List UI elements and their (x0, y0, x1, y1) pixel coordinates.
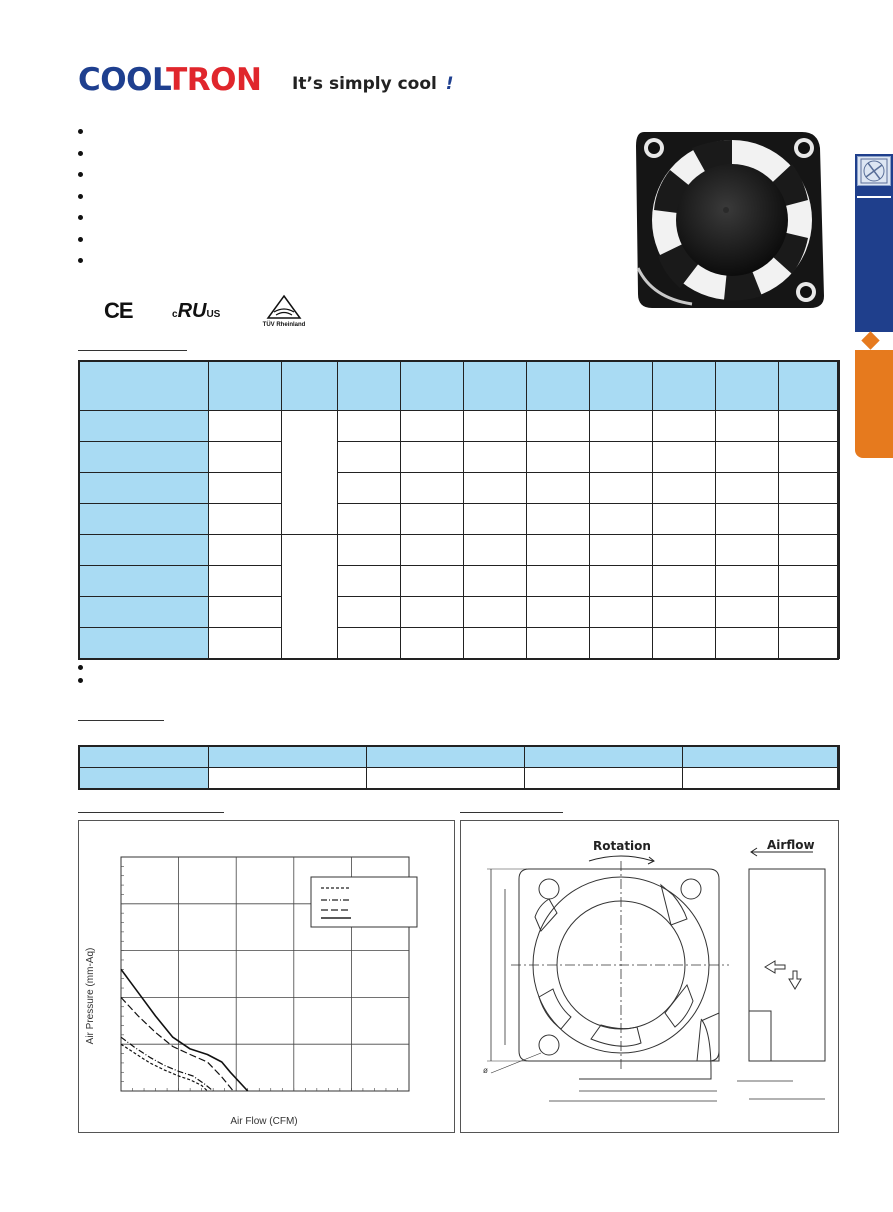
options-section-underline (78, 720, 164, 721)
slogan (292, 74, 454, 94)
spec-cell (527, 411, 590, 442)
spec-cell (779, 473, 840, 504)
spec-row (79, 411, 840, 442)
spec-cell (779, 504, 840, 535)
ce-text: CE (104, 298, 133, 323)
spec-cell (527, 628, 590, 659)
spec-header-cell (779, 361, 840, 411)
spec-cell (779, 442, 840, 473)
spec-merged-cell (282, 411, 338, 535)
spec-row (79, 566, 840, 597)
options-header-cell (367, 746, 525, 768)
spec-cell (590, 473, 653, 504)
options-cell (367, 768, 525, 790)
spec-model-cell (79, 597, 209, 628)
tuv-text: TÜV Rheinland (262, 322, 306, 328)
spec-header-cell (464, 361, 527, 411)
spec-cell (401, 535, 464, 566)
spec-model-cell (79, 473, 209, 504)
slogan-text: It’s simply cool (292, 74, 437, 94)
spec-cell (338, 597, 401, 628)
spec-cell (338, 535, 401, 566)
spec-cell (464, 442, 527, 473)
spec-cell (401, 473, 464, 504)
fan-photo (632, 128, 826, 310)
spec-model-cell (79, 411, 209, 442)
spec-cell (464, 597, 527, 628)
spec-cell (590, 442, 653, 473)
options-cell (209, 768, 367, 790)
airflow-label: Airflow (767, 838, 815, 852)
brand-logo (78, 64, 261, 96)
dimension-drawing-panel (460, 820, 839, 1133)
spec-cell (401, 442, 464, 473)
options-header-cell (209, 746, 367, 768)
spec-model-cell (79, 566, 209, 597)
spec-cell (338, 566, 401, 597)
logo-text-blue: COOL (78, 62, 167, 98)
rotation-arrow-icon (589, 856, 653, 861)
spec-model-cell (79, 442, 209, 473)
chart-section-underline (78, 812, 224, 813)
spec-row (79, 442, 840, 473)
chart-series-solid (121, 969, 248, 1091)
logo-text-red: TRON (166, 62, 262, 98)
chart-legend (311, 877, 417, 927)
spec-cell (209, 442, 282, 473)
fan-side-view (749, 869, 825, 1061)
spec-cell (653, 566, 716, 597)
spec-cell (401, 411, 464, 442)
spec-cell (779, 411, 840, 442)
spec-cell (716, 535, 779, 566)
spec-header-cell (79, 361, 209, 411)
spec-cell (209, 473, 282, 504)
chart-series-dash-dot (121, 1037, 213, 1091)
spec-cell (464, 535, 527, 566)
spec-header-row (79, 361, 840, 411)
spec-header-cell (209, 361, 282, 411)
spec-cell (716, 597, 779, 628)
slogan-mark: ! (445, 74, 454, 94)
spec-cell (209, 628, 282, 659)
spec-header-cell (401, 361, 464, 411)
chart-ylabel: Air Pressure (mm-Aq) (85, 947, 96, 1045)
spec-cell (653, 535, 716, 566)
ul-mark: RU (177, 300, 207, 322)
spec-row (79, 535, 840, 566)
diameter-symbol: ø (483, 1066, 488, 1075)
spec-cell (590, 628, 653, 659)
rotation-label: Rotation (593, 839, 651, 853)
ul-us: US (206, 309, 221, 320)
spec-cell (209, 504, 282, 535)
spec-cell (653, 597, 716, 628)
chart-curves (121, 969, 248, 1091)
options-row (79, 768, 840, 790)
spec-cell (779, 597, 840, 628)
dimension-drawing (461, 821, 840, 1134)
spec-cell (527, 597, 590, 628)
spec-cell (527, 473, 590, 504)
spec-header-cell (716, 361, 779, 411)
spec-cell (716, 566, 779, 597)
spec-cell (716, 442, 779, 473)
drawing-section-underline (460, 812, 563, 813)
spec-cell (338, 473, 401, 504)
spec-cell (779, 566, 840, 597)
spec-cell (716, 628, 779, 659)
performance-chart (79, 821, 456, 1134)
chart-series-dashed (121, 1044, 207, 1091)
spec-cell (527, 566, 590, 597)
spec-cell (464, 504, 527, 535)
spec-cell (779, 535, 840, 566)
spec-header-cell (590, 361, 653, 411)
options-header-row (79, 746, 840, 768)
spec-header-cell (527, 361, 590, 411)
diameter-leader (491, 1053, 541, 1073)
spec-cell (401, 628, 464, 659)
spec-cell (338, 411, 401, 442)
spec-cell (527, 535, 590, 566)
spec-cell (653, 411, 716, 442)
spec-cell (464, 473, 527, 504)
spec-cell (401, 504, 464, 535)
spec-cell (716, 504, 779, 535)
options-cell (683, 768, 840, 790)
ul-mark-icon (172, 300, 220, 323)
spec-cell (590, 566, 653, 597)
spec-cell (653, 442, 716, 473)
spec-table (78, 360, 840, 659)
side-diamond-marker (861, 331, 879, 349)
spec-cell (590, 411, 653, 442)
spec-model-cell (79, 535, 209, 566)
spec-section-underline (78, 350, 187, 351)
side-tab-orange (855, 350, 893, 458)
spec-cell (401, 597, 464, 628)
ce-mark-icon (104, 298, 133, 324)
spec-cell (338, 442, 401, 473)
spec-cell (653, 628, 716, 659)
spec-cell (590, 535, 653, 566)
spec-cell (209, 597, 282, 628)
spec-header-cell (282, 361, 338, 411)
spec-cell (653, 473, 716, 504)
spec-cell (338, 628, 401, 659)
options-header-cell (525, 746, 683, 768)
spec-cell (464, 628, 527, 659)
spec-cell (716, 411, 779, 442)
spec-cell (590, 597, 653, 628)
spec-cell (464, 566, 527, 597)
spec-cell (209, 535, 282, 566)
spec-cell (464, 411, 527, 442)
spec-cell (527, 504, 590, 535)
ul-c: c (172, 309, 178, 320)
tuv-mark-icon (262, 294, 306, 328)
spec-cell (590, 504, 653, 535)
legend-box (311, 877, 417, 927)
spec-merged-cell (282, 535, 338, 659)
spec-model-cell (79, 628, 209, 659)
performance-chart-panel (78, 820, 455, 1133)
chart-xlabel: Air Flow (CFM) (230, 1116, 298, 1127)
spec-cell (779, 628, 840, 659)
spec-cell (338, 504, 401, 535)
options-header-cell (683, 746, 840, 768)
spec-cell (527, 442, 590, 473)
spec-row (79, 628, 840, 659)
spec-model-cell (79, 504, 209, 535)
spec-cell (653, 504, 716, 535)
spec-row (79, 597, 840, 628)
spec-row (79, 504, 840, 535)
spec-cell (209, 566, 282, 597)
spec-cell (401, 566, 464, 597)
fan-thumbnail-icon (857, 156, 891, 186)
spec-header-cell (338, 361, 401, 411)
options-header-cell (79, 746, 209, 768)
spec-row (79, 473, 840, 504)
spec-cell (209, 411, 282, 442)
options-table (78, 745, 840, 790)
options-label-cell (79, 768, 209, 790)
fan-thumbnail-glyph (858, 157, 890, 185)
side-tab-divider (857, 196, 891, 198)
tuv-triangle-icon (262, 294, 306, 320)
options-cell (525, 768, 683, 790)
spec-header-cell (653, 361, 716, 411)
spec-cell (716, 473, 779, 504)
